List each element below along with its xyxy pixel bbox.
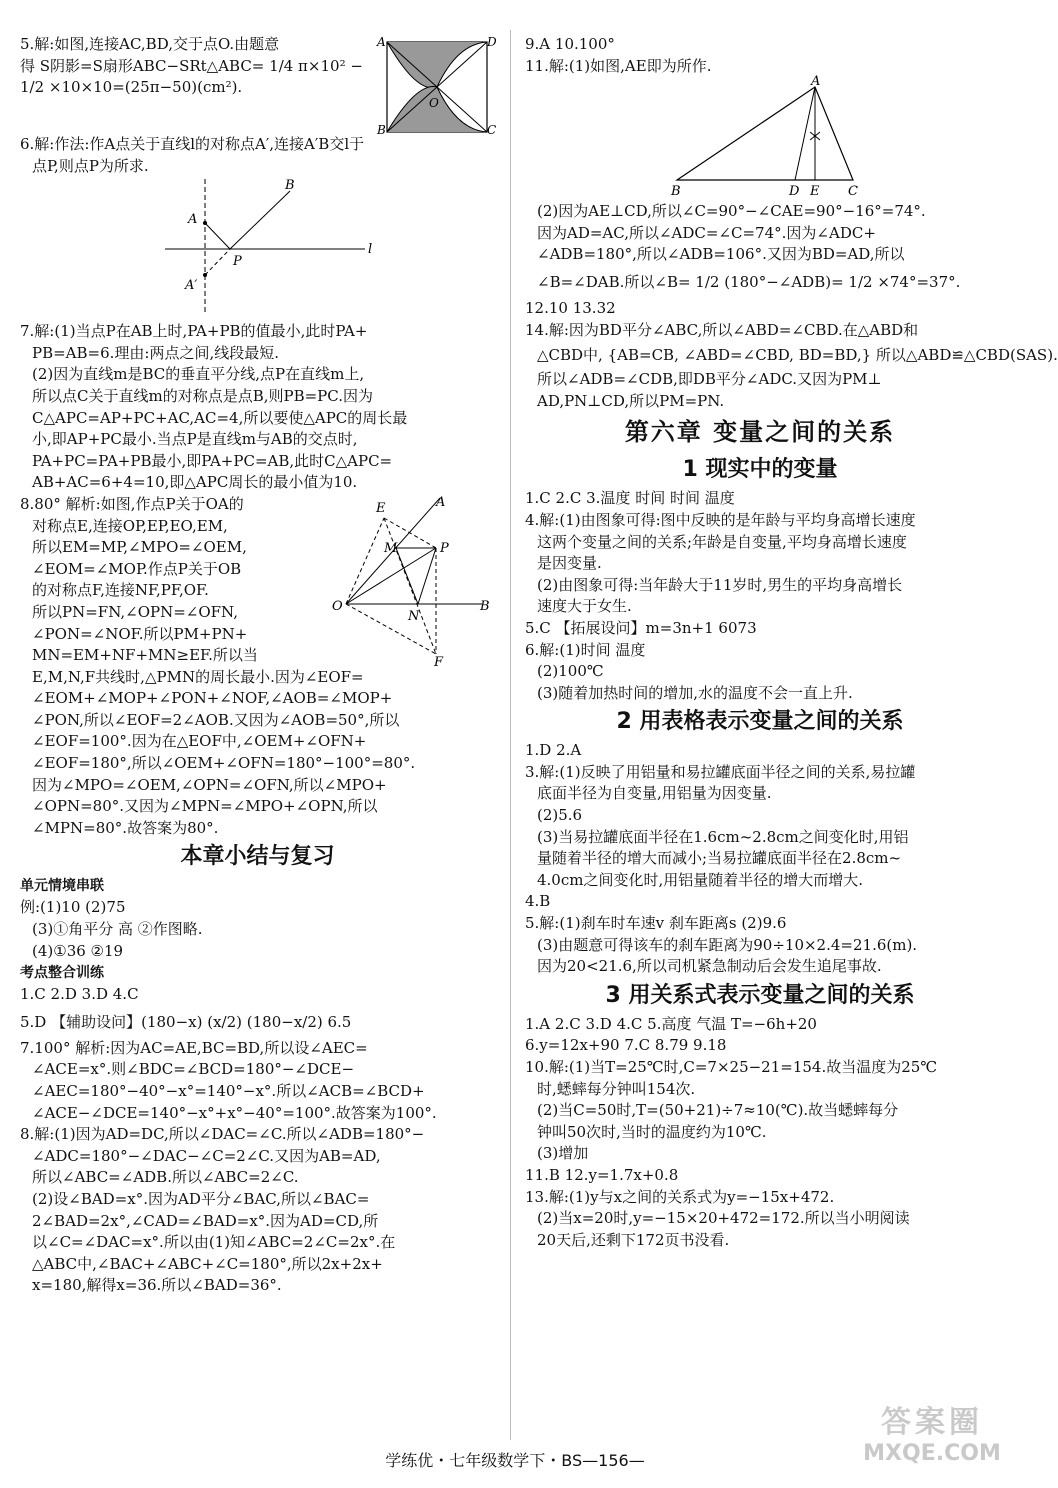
text-line: (4)①36 ②19 xyxy=(32,941,124,960)
text-line: 因为AD=AC,所以∠ADC=∠C=74°.因为∠ADC+ xyxy=(537,223,876,242)
text-line: ∠EOF=100°.因为在△EOF中,∠OEM+∠OFN+ xyxy=(32,732,367,751)
text-line: (2)由图象可得:当年龄大于11岁时,男生的平均身高增长 xyxy=(537,575,903,594)
text-line: AB+AC=6+4=10,即△APC周长的最小值为10. xyxy=(32,473,358,492)
text-line: 1.A 2.C 3.D 4.C 5.高度 气温 T=−6h+20 xyxy=(525,1014,817,1033)
text-line: 所以EM=MP,∠MPO=∠OEM, xyxy=(32,538,247,557)
text-line: 20天后,还剩下172页书没看. xyxy=(537,1230,730,1249)
text-line: ∠ADB=180°,所以∠ADB=106°.又因为BD=AD,所以 xyxy=(537,245,905,264)
text-line: 因为20<21.6,所以司机紧急制动后会发生追尾事故. xyxy=(537,957,882,976)
fig-label: C xyxy=(487,123,497,137)
reflection-figure xyxy=(20,177,495,317)
fig-label: O xyxy=(429,96,439,110)
column-divider xyxy=(510,30,511,1440)
fig-label: O xyxy=(332,598,343,614)
fig-label: D xyxy=(487,35,497,49)
text-line: 例:(1)10 (2)75 xyxy=(20,898,126,917)
subsection-title: 考点整合训练 xyxy=(20,965,104,982)
text-line: 以∠C=∠DAC=x°.所以由(1)知∠ABC=2∠C=2x°.在 xyxy=(32,1233,396,1252)
text-line: 所以∠ADB=∠CDB,即DB平分∠ADC.又因为PM⊥ xyxy=(537,370,882,389)
text-line: (3)增加 xyxy=(537,1144,589,1163)
fig-label: D xyxy=(789,184,800,200)
text-line: C△APC=AP+PC+AC,AC=4,所以要使△APC的周长最 xyxy=(32,408,408,427)
fig-label: A xyxy=(377,35,386,49)
text-line: 对称点E,连接OP,EP,EO,EM, xyxy=(32,516,228,535)
q8-block xyxy=(20,494,495,670)
watermark-url: MXQE.COM xyxy=(863,1441,1001,1466)
fig-label: B xyxy=(285,178,295,194)
text-line: (2)100℃ xyxy=(537,662,604,681)
text-line: 因为∠MPO=∠OEM,∠OPN=∠OFN,所以∠MPO+ xyxy=(32,775,387,794)
text-line: 所以PN=FN,∠OPN=∠OFN, xyxy=(32,602,238,621)
text-line: (3)由题意可得该车的刹车距离为90÷10×2.4=21.6(m). xyxy=(537,935,918,954)
fig-label: E xyxy=(810,184,820,200)
square-quarter-arc-figure xyxy=(377,34,497,137)
text-line: ∠PON,所以∠EOF=2∠AOB.又因为∠AOB=50°,所以 xyxy=(32,710,400,729)
triangle-figure xyxy=(525,74,995,200)
text-line: 5.解:如图,连接AC,BD,交于点O.由题意 xyxy=(20,35,280,53)
text-line: PB=AB=6.理由:两点之间,线段最短. xyxy=(32,343,280,362)
text-line: (2)5.6 xyxy=(537,806,583,825)
fig-label: A xyxy=(188,212,198,228)
text-line: MN=EM+NF+MN≥EF.所以当 xyxy=(32,646,258,665)
text-line: 底面半径为自变量,用铝量为因变量. xyxy=(537,784,772,803)
text-line: (2)当x=20时,y=−15×20+472=172.所以当小明阅读 xyxy=(537,1209,910,1228)
section-title: 3 用关系式表示变量之间的关系 xyxy=(605,982,915,1008)
chapter-title: 第六章 变量之间的关系 xyxy=(624,418,896,447)
text-line: 这两个变量之间的关系;年龄是自变量,平均身高增长速度 xyxy=(537,532,907,551)
text-line: 4.解:(1)由图象可得:图中反映的是年龄与平均身高增长速度 xyxy=(525,510,916,529)
text-line: 4.B xyxy=(525,892,551,911)
fig-label: B xyxy=(377,123,386,137)
fig-label: P xyxy=(440,540,449,556)
text-line: 7.解:(1)当点P在AB上时,PA+PB的值最小,此时PA+ xyxy=(20,322,368,341)
right-column xyxy=(525,34,1058,1251)
text-line: 5.C 【拓展设问】m=3n+1 6073 xyxy=(525,618,757,637)
angle-reflection-figure xyxy=(332,494,492,670)
section-title: 1 现实中的变量 xyxy=(682,457,838,483)
text-line: 3.解:(1)反映了用铝量和易拉罐底面半径之间的关系,易拉罐 xyxy=(525,762,916,781)
fig-label: A xyxy=(811,74,821,90)
fig-label: B xyxy=(480,598,490,614)
fig-label: C xyxy=(848,184,858,200)
text-line: (3)①角平分 高 ②作图略. xyxy=(32,920,203,939)
text-line: △CBD中, {AB=CB, ∠ABD=∠CBD, BD=BD,} 所以△ABD≌△CBD(SAS). xyxy=(537,346,1058,365)
text-line: (2)因为AE⊥CD,所以∠C=90°−∠CAE=90°−16°=74°. xyxy=(537,202,926,221)
text-line: (2)设∠BAD=x°.因为AD平分∠BAC,所以∠BAC= xyxy=(32,1189,370,1208)
subsection-title: 单元情境串联 xyxy=(20,878,104,895)
text-line: 小,即AP+PC最小.当点P是直线m与AB的交点时, xyxy=(32,430,358,449)
text-line: (3)当易拉罐底面半径在1.6cm~2.8cm之间变化时,用铝 xyxy=(537,827,909,846)
text-line: 5.解:(1)刹车时车速v 刹车距离s (2)9.6 xyxy=(525,914,787,933)
text-line: 点P,则点P为所求. xyxy=(32,156,149,175)
text-line: 6.解:作法:作A点关于直线l的对称点A′,连接A′B交l于 xyxy=(20,135,365,153)
left-column xyxy=(20,34,495,1297)
text-line: ∠ADC=180°−∠DAC−∠C=2∠C.又因为AB=AD, xyxy=(32,1146,381,1165)
fig-label: M xyxy=(384,540,398,556)
fig-label: l xyxy=(368,242,373,258)
text-line: AD,PN⊥CD,所以PM=PN. xyxy=(537,391,725,410)
text-line: ∠ACE=x°.则∠BDC=∠BCD=180°−∠DCE− xyxy=(32,1060,355,1079)
fig-label: F xyxy=(434,654,444,670)
text-line: 7.100° 解析:因为AC=AE,BC=BD,所以设∠AEC= xyxy=(20,1038,368,1057)
q5-block xyxy=(20,34,497,137)
text-line: 11.解:(1)如图,AE即为所作. xyxy=(525,56,712,75)
page-footer: 学练优・七年级数学下・BS—156— xyxy=(385,1451,645,1470)
text-line: ∠B=∠DAB.所以∠B= 1/2 (180°−∠ADB)= 1/2 ×74°=37°. xyxy=(537,272,961,291)
text-line: ∠MPN=80°.故答案为80°. xyxy=(32,818,219,837)
text-line: 4.0cm之间变化时,用铝量随着半径的增大而增大. xyxy=(537,870,864,889)
text-line: △ABC中,∠BAC+∠ABC+∠C=180°,所以2x+2x+ xyxy=(32,1254,383,1273)
text-line: 12.10 13.32 xyxy=(525,298,616,317)
text-line: 所以∠ABC=∠ADB.所以∠ABC=2∠C. xyxy=(32,1168,299,1187)
text-line: 14.解:因为BD平分∠ABC,所以∠ABD=∠CBD.在△ABD和 xyxy=(525,320,919,339)
text-line: 13.解:(1)y与x之间的关系式为y=−15x+472. xyxy=(525,1187,835,1206)
fig-label: P xyxy=(233,254,242,270)
text-line: 8.解:(1)因为AD=DC,所以∠DAC=∠C.所以∠ADB=180°− xyxy=(20,1125,425,1144)
text-line: (2)当C=50时,T=(50+21)÷7≈10(℃).故当蟋蟀每分 xyxy=(537,1101,899,1120)
text-line: (2)因为直线m是BC的垂直平分线,点P在直线m上, xyxy=(32,365,365,384)
text-line: ∠EOM=∠MOP.作点P关于OB xyxy=(32,559,242,578)
text-line: 1/2 ×10×10=(25π−50)(cm²). xyxy=(20,78,243,97)
text-line: 钟叫50次时,当时的温度约为10℃. xyxy=(537,1122,767,1141)
text-line: 的对称点F,连接NF,PF,OF. xyxy=(32,581,209,600)
text-line: E,M,N,F共线时,△PMN的周长最小.因为∠EOF= xyxy=(32,667,364,686)
fig-label: N xyxy=(408,608,420,624)
text-line: ∠AEC=180°−40°−x°=140°−x°.所以∠ACB=∠BCD+ xyxy=(32,1082,425,1100)
text-line: 6.y=12x+90 7.C 8.79 9.18 xyxy=(525,1036,727,1055)
fig-label: A xyxy=(436,494,446,510)
text-line: ∠PON=∠NOF.所以PM+PN+ xyxy=(32,624,248,643)
text-line: 5.D 【辅助设问】(180−x) (x/2) (180−x/2) 6.5 xyxy=(20,1012,352,1031)
fig-label: B xyxy=(671,184,681,200)
text-line: 是因变量. xyxy=(537,554,602,573)
section-title: 2 用表格表示变量之间的关系 xyxy=(616,709,904,735)
text-line: 速度大于女生. xyxy=(537,597,632,616)
fig-label: A′ xyxy=(185,278,198,294)
text-line: ∠ACE−∠DCE=140°−x°+x°−40°=100°.故答案为100°. xyxy=(32,1103,437,1122)
text-line: 时,蟋蟀每分钟叫154次. xyxy=(537,1079,696,1098)
watermark-logo xyxy=(862,1397,1002,1466)
text-line: 量随着半径的增大而减小;当易拉罐底面半径在2.8cm~ xyxy=(537,849,902,868)
text-line: x=180,解得x=36.所以∠BAD=36°. xyxy=(32,1276,282,1295)
text-line: 所以点C关于直线m的对称点是点B,则PB=PC.因为 xyxy=(32,386,373,405)
watermark-text: 答案圈 xyxy=(881,1405,983,1440)
section-title: 本章小结与复习 xyxy=(180,844,335,870)
text-line: 2∠BAD=2x°,∠CAD=∠BAD=x°.因为AD=CD,所 xyxy=(32,1211,379,1230)
text-line: PA+PC=PA+PB最小,即PA+PC=AB,此时C△APC= xyxy=(32,451,393,470)
text-line: 1.D 2.A xyxy=(525,741,582,760)
text-line: (3)随着加热时间的增加,水的温度不会一直上升. xyxy=(537,683,853,702)
text-line: 6.解:(1)时间 温度 xyxy=(525,640,646,659)
text-line: ∠OPN=80°.又因为∠MPN=∠MPO+∠OPN,所以 xyxy=(32,797,378,816)
fig-label: E xyxy=(376,500,386,516)
text-line: 11.B 12.y=1.7x+0.8 xyxy=(525,1165,679,1184)
text-line: 9.A 10.100° xyxy=(525,35,615,53)
text-line: 1.C 2.D 3.D 4.C xyxy=(20,985,139,1004)
text-line: 8.80° 解析:如图,作点P关于OA的 xyxy=(20,494,244,513)
text-line: ∠EOM+∠MOP+∠PON+∠NOF,∠AOB=∠MOP+ xyxy=(32,689,393,708)
text-line: 10.解:(1)当T=25℃时,C=7×25−21=154.故当温度为25℃ xyxy=(525,1058,938,1076)
text-line: 1.C 2.C 3.温度 时间 时间 温度 xyxy=(525,489,735,508)
text-line: ∠EOF=180°,所以∠OEM+∠OFN=180°−100°=80°. xyxy=(32,754,416,773)
text-line: 得 S阴影=S扇形ABC−SRt△ABC= 1/4 π×10² − xyxy=(20,56,363,75)
